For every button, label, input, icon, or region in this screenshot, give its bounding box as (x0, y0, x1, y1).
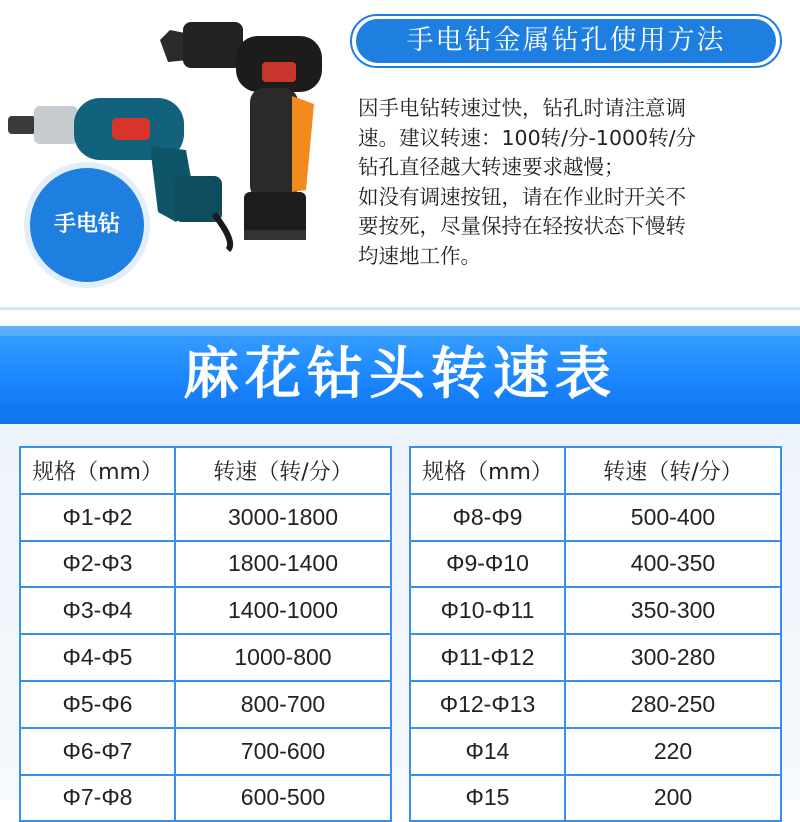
drill-type-badge (30, 168, 144, 282)
table-row (410, 541, 781, 588)
table-row (410, 728, 781, 775)
speed-cell: 1800-1400 (175, 541, 391, 588)
table-row (410, 587, 781, 634)
speed-cell: 280-250 (565, 681, 781, 728)
header-cell-speed: 转速（转/分） (565, 447, 781, 494)
speed-tables-area (0, 424, 800, 811)
spec-cell: Φ14 (410, 728, 565, 775)
table-row (410, 681, 781, 728)
spec-cell: Φ12-Φ13 (410, 681, 565, 728)
speed-cell: 400-350 (565, 541, 781, 588)
table-row (20, 541, 391, 588)
spec-cell: Φ7-Φ8 (20, 775, 175, 822)
table-header-row (20, 447, 391, 494)
spec-cell: Φ5-Φ6 (20, 681, 175, 728)
speed-cell: 350-300 (565, 587, 781, 634)
spec-cell: Φ1-Φ2 (20, 494, 175, 541)
spec-cell: Φ6-Φ7 (20, 728, 175, 775)
speed-cell: 600-500 (175, 775, 391, 822)
description-line: 均速地工作。 (358, 243, 481, 268)
description-line: 要按死，尽量保持在轻按状态下慢转 (358, 214, 686, 238)
speed-cell: 500-400 (565, 494, 781, 541)
table-row (20, 775, 391, 822)
spec-cell: Φ2-Φ3 (20, 541, 175, 588)
table-row (410, 494, 781, 541)
section-divider (0, 307, 800, 310)
table-row (20, 494, 391, 541)
header-cell-speed: 转速（转/分） (175, 447, 391, 494)
description-line: 速。建议转速：100转/分-1000转/分 (358, 125, 697, 150)
spec-cell: Φ11-Φ12 (410, 634, 565, 681)
section-title: 手电钻金属钻孔使用方法 (406, 25, 726, 56)
speed-cell: 220 (565, 728, 781, 775)
speed-cell: 3000-1800 (175, 494, 391, 541)
spec-cell: Φ4-Φ5 (20, 634, 175, 681)
description-line: 如没有调速按钮，请在作业时开关不 (358, 184, 686, 209)
table-row (20, 681, 391, 728)
spec-cell: Φ10-Φ11 (410, 587, 565, 634)
spec-cell: Φ15 (410, 775, 565, 822)
instructions-section (0, 0, 800, 312)
speed-cell: 1400-1000 (175, 587, 391, 634)
table-row (20, 728, 391, 775)
speed-table-left (19, 446, 392, 822)
speed-cell: 1000-800 (175, 634, 391, 681)
speed-chart-banner (0, 326, 800, 424)
header-cell-spec: 规格（mm） (410, 447, 565, 494)
usage-description (358, 94, 788, 271)
description-line: 因手电钻转速过快，钻孔时请注意调 (358, 96, 686, 120)
banner-title: 麻花钻头转速表 (183, 342, 617, 407)
spec-cell: Φ8-Φ9 (410, 494, 565, 541)
table-row (20, 634, 391, 681)
speed-cell: 200 (565, 775, 781, 822)
header-cell-spec: 规格（mm） (20, 447, 175, 494)
table-row (20, 587, 391, 634)
description-line: 钻孔直径越大转速要求越慢； (358, 155, 625, 179)
spec-cell: Φ9-Φ10 (410, 541, 565, 588)
table-row (410, 775, 781, 822)
speed-cell: 300-280 (565, 634, 781, 681)
spec-cell: Φ3-Φ4 (20, 587, 175, 634)
speed-table-right (409, 446, 782, 822)
table-row (410, 634, 781, 681)
speed-cell: 700-600 (175, 728, 391, 775)
badge-label: 手电钻 (53, 212, 120, 237)
table-header-row (410, 447, 781, 494)
speed-cell: 800-700 (175, 681, 391, 728)
section-title-pill (350, 14, 782, 68)
